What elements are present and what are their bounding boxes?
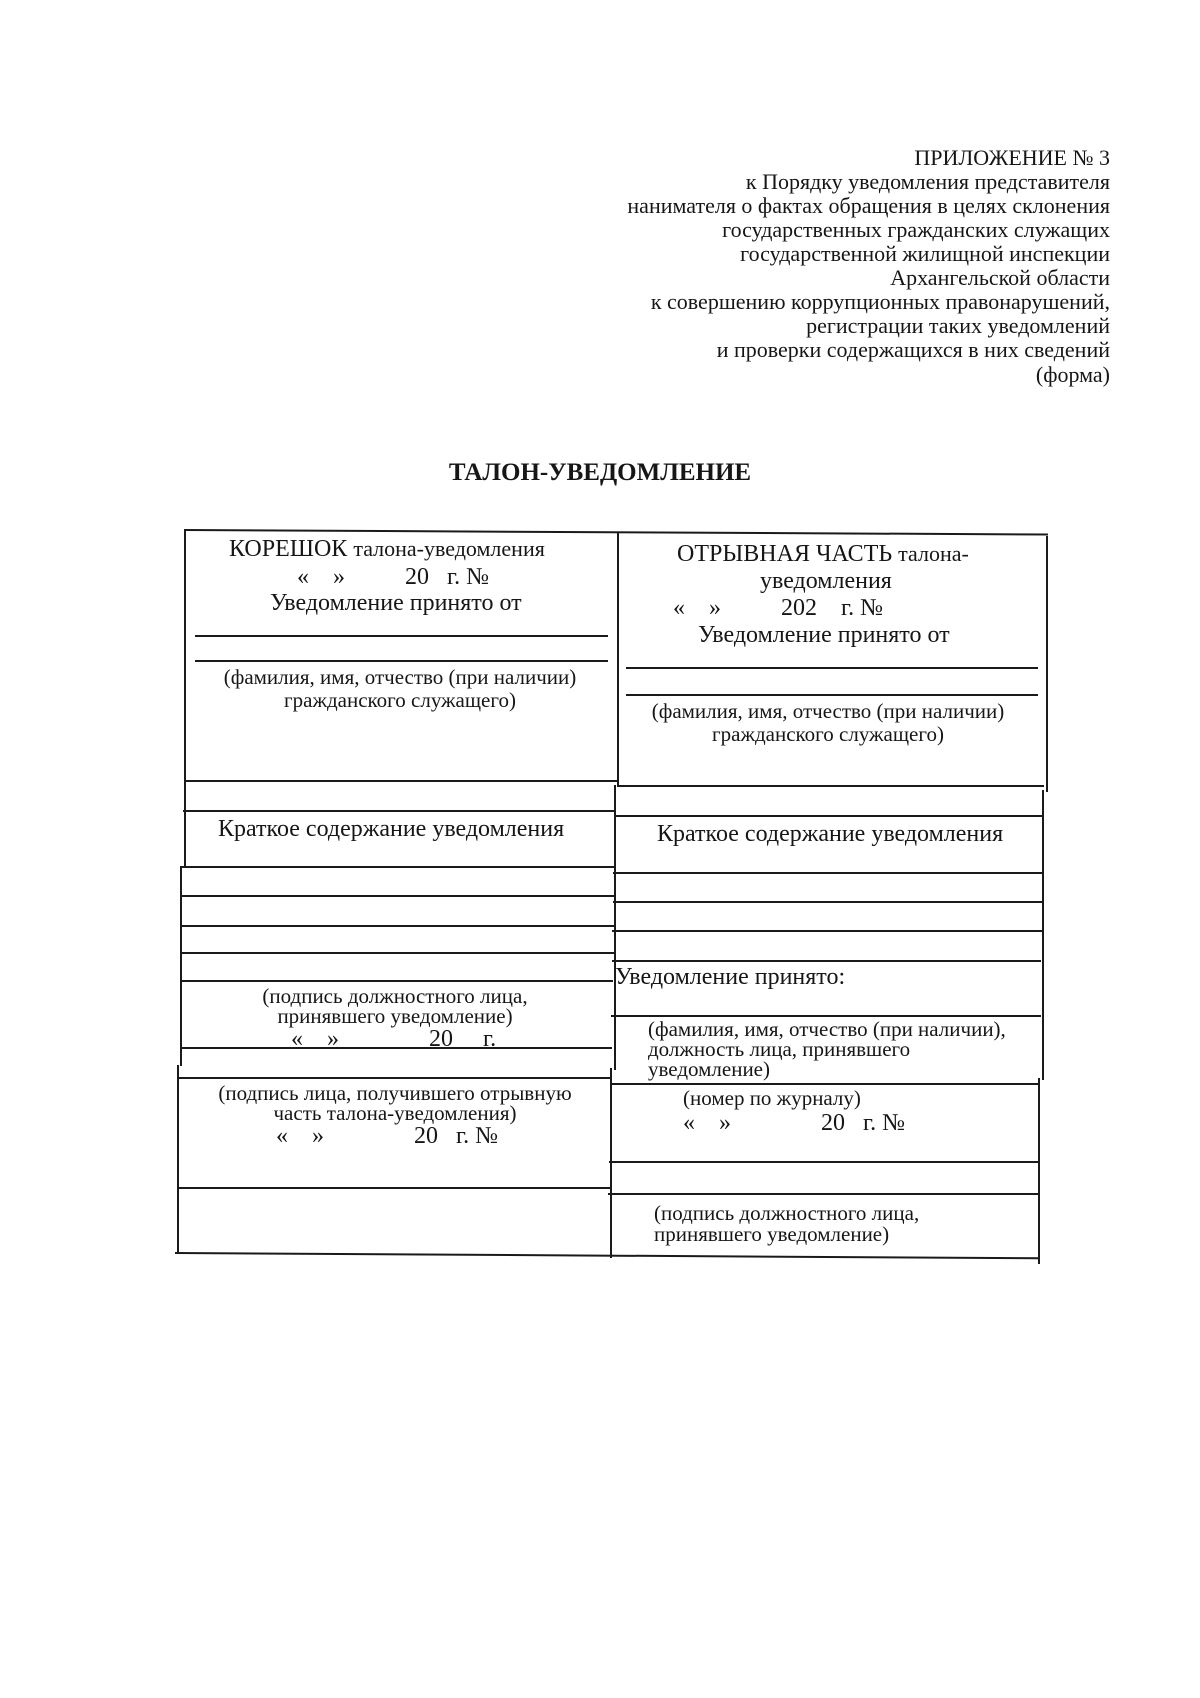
table-bottom-border	[175, 1252, 1040, 1259]
table-right-border	[1046, 536, 1048, 792]
tear-row-line	[617, 785, 1044, 787]
tear-row-line	[608, 1193, 1039, 1195]
tear-row-line	[613, 901, 1042, 903]
tear-off-official-signature-caption: (подпись должностного лица,	[654, 1201, 920, 1225]
stub-recipient-date: « » 20 г. №	[276, 1123, 499, 1149]
tear-off-official-fio-caption: (фамилия, имя, отчество (при наличии),	[648, 1017, 1006, 1041]
tear-off-date-line: « » 202 г. №	[673, 595, 884, 621]
tear-name-line	[626, 694, 1038, 696]
tear-off-received-label: Уведомление принято:	[615, 964, 846, 990]
stub-heading-rest: талона-уведомления	[353, 536, 545, 561]
stub-official-signature-caption: принявшего уведомление)	[277, 1004, 513, 1028]
tear-off-fio-caption: гражданского служащего)	[712, 722, 944, 746]
tear-off-journal-date: « » 20 г. №	[683, 1110, 906, 1136]
table-left-border	[184, 529, 186, 867]
stub-heading-caps: КОРЕШОК	[229, 536, 348, 562]
appendix-line: нанимателя о фактах обращения в целях склонения	[627, 193, 1110, 218]
stub-row-line	[180, 980, 613, 982]
tear-row-line	[610, 1083, 1039, 1085]
stub-row-line	[181, 925, 614, 927]
tear-off-heading	[677, 542, 969, 566]
appendix-line: и проверки содержащихся в них сведений	[716, 337, 1110, 362]
tear-row-line	[609, 1161, 1039, 1163]
tear-off-heading-line2: уведомления	[760, 568, 892, 594]
table-right-border	[1038, 1078, 1040, 1264]
tear-off-official-signature-caption: принявшего уведомление)	[654, 1222, 890, 1246]
tear-off-summary-label: Краткое содержание уведомления	[657, 821, 1004, 847]
stub-row-line	[181, 952, 614, 954]
tear-off-received-from: Уведомление принято от	[698, 622, 950, 648]
page-title: ТАЛОН-УВЕДОМЛЕНИЕ	[448, 459, 752, 486]
tear-off-fio-caption: (фамилия, имя, отчество (при наличии)	[651, 699, 1005, 723]
stub-row-line	[182, 895, 615, 897]
stub-name-line	[195, 660, 608, 662]
stub-recipient-signature-caption: (подпись лица, получившего отрывную	[218, 1081, 572, 1105]
appendix-form-label: (форма)	[1035, 362, 1110, 387]
stub-row-line	[183, 810, 615, 812]
table-right-border	[1042, 790, 1044, 1080]
appendix-line: государственных гражданских служащих	[722, 217, 1110, 242]
tear-row-line	[613, 872, 1042, 874]
stub-heading	[229, 537, 545, 561]
stub-row-line	[179, 1077, 612, 1079]
stub-row-line	[177, 1187, 611, 1189]
stub-signature-date: « » 20 г.	[291, 1026, 497, 1052]
table-middle-divider	[614, 785, 616, 1070]
appendix-line: Архангельской области	[890, 265, 1110, 290]
stub-summary-label: Краткое содержание уведомления	[218, 816, 565, 842]
table-middle-divider	[617, 532, 619, 786]
appendix-line: к Порядку уведомления представителя	[745, 169, 1110, 194]
stub-official-signature-caption: (подпись должностного лица,	[262, 984, 528, 1008]
tear-row-line	[612, 930, 1042, 932]
tear-row-line	[614, 815, 1043, 817]
stub-received-from: Уведомление принято от	[270, 590, 522, 616]
tear-row-line	[612, 960, 1041, 962]
appendix-number: ПРИЛОЖЕНИЕ № 3	[914, 145, 1110, 170]
stub-date-line: « » 20 г. №	[297, 564, 490, 590]
stub-fio-caption: (фамилия, имя, отчество (при наличии)	[223, 665, 577, 689]
appendix-line: государственной жилищной инспекции	[740, 241, 1110, 266]
stub-name-line	[195, 635, 608, 637]
tear-name-line	[626, 667, 1038, 669]
appendix-line: регистрации таких уведомлений	[806, 313, 1110, 338]
stub-recipient-signature-caption: часть талона-уведомления)	[273, 1101, 517, 1125]
stub-fio-caption: гражданского служащего)	[284, 688, 516, 712]
tear-off-official-fio-caption: уведомление)	[648, 1057, 771, 1081]
tear-off-heading-rest: талона-	[898, 541, 969, 566]
tear-off-official-fio-caption: должность лица, принявшего	[648, 1037, 911, 1061]
stub-row-line	[182, 866, 615, 868]
stub-row-line	[184, 780, 617, 782]
appendix-line: к совершению коррупционных правонарушений,	[650, 289, 1110, 314]
tear-off-journal-number-caption: (номер по журналу)	[683, 1086, 861, 1110]
tear-off-heading-caps: ОТРЫВНАЯ ЧАСТЬ	[677, 541, 893, 567]
